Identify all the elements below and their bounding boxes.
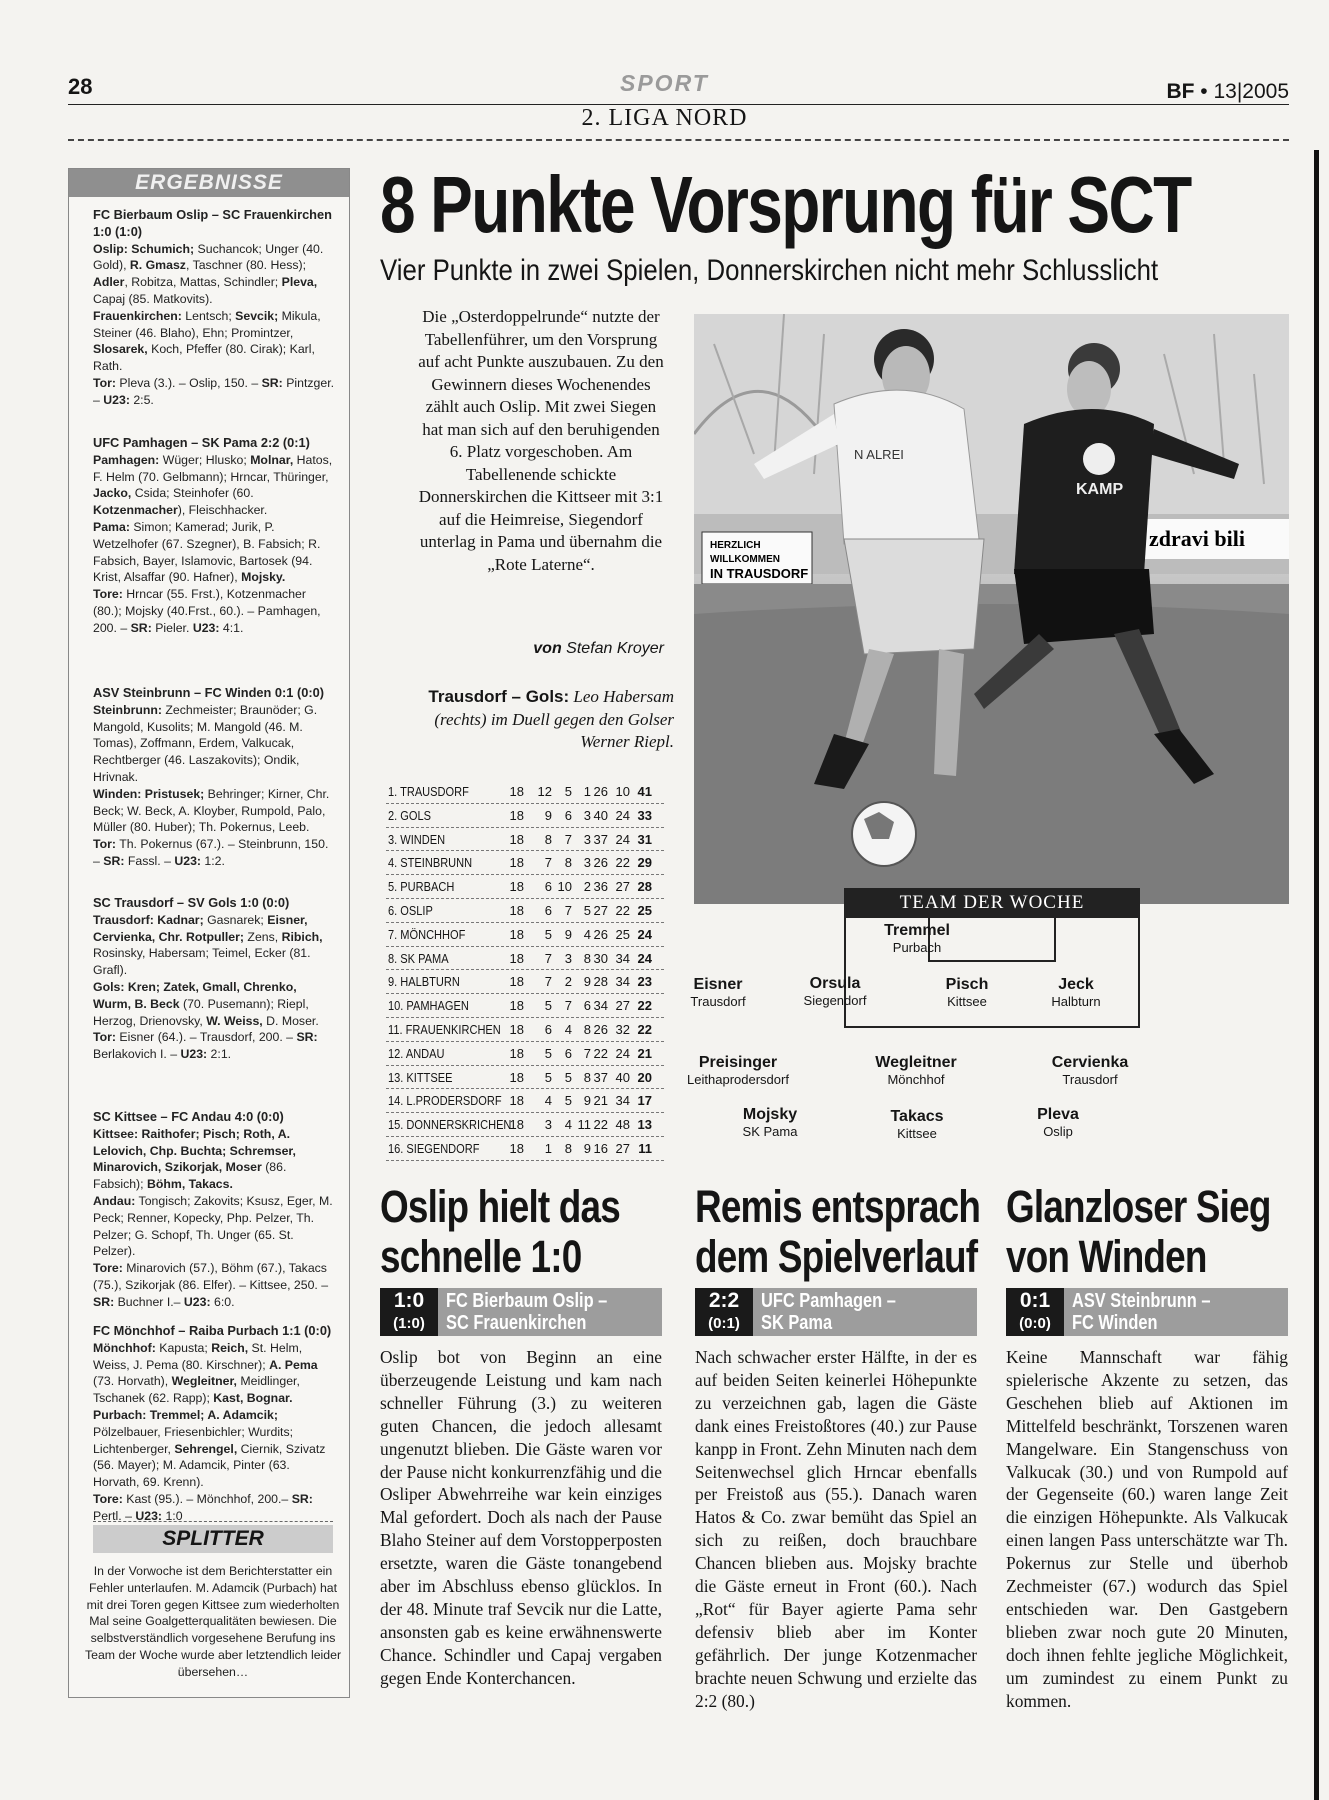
team-name: 13. KITTSEE: [388, 1069, 453, 1085]
match-result: [69, 435, 351, 637]
shirt-left-text: N ALREI: [854, 447, 904, 462]
team-stat: 18: [509, 1021, 524, 1037]
match-result: [69, 207, 351, 409]
team-stat: 18: [509, 1069, 524, 1085]
shirt-right-text: KAMP: [1076, 481, 1124, 498]
results-title: ERGEBNISSE: [69, 169, 349, 197]
team-stat: 9: [583, 974, 591, 990]
team-stat: 37: [593, 831, 608, 847]
team-stat: 6: [564, 807, 572, 823]
team-name: 8. SK PAMA: [388, 950, 449, 966]
standings-row: [386, 851, 664, 875]
team-stat: 12: [537, 784, 552, 799]
halftime-score: (0:0): [1019, 1315, 1051, 1332]
sign-left-text-2: WILLKOMMEN: [710, 554, 780, 565]
match-result: [69, 895, 351, 1063]
match-result: [69, 1109, 351, 1311]
report-body: Keine Mannschaft war fähig spielerische Akzente zu setzen, das Geschehen blieb auf Aktionen im Mittelfeld beschränkt, Torszenen waren Mangelware. Ein Stangenschuss von Valkucak (30.) und von Rumpold auf der Gegenseite (60.) waren lange Zeit die einzigen Höhepunkte. Als Valkucak einen langen Pass unterschätzte war Th. Pokernus zur Stelle und überhob Zechmeister (67.) wodurch das Spiel entschieden war. Den Gastgebern blieben zwar noch gute 20 Minuten, doch ihnen fehlte jegliche Möglichkeit, um zumindest zu einem Punkt zu kommen.: [1006, 1347, 1288, 1711]
team-points: 33: [637, 807, 652, 823]
team-points: 24: [637, 950, 652, 966]
team-of-week-player: [1015, 1054, 1165, 1087]
page-edge: [1314, 150, 1319, 1800]
team-points: 17: [637, 1093, 652, 1109]
score-box: [695, 1288, 753, 1336]
team-name: 4. STEINBRUNN: [388, 855, 473, 871]
team-stat: 7: [564, 902, 572, 918]
team-stat: 1: [583, 784, 591, 799]
match-title: SC Kittsee – FC Andau 4:0 (0:0): [93, 1109, 284, 1124]
match-lineup-line: Kittsee: Raithofer; Pisch; Roth, A. Lelovich, Chp. Buchta; Schremser, Minarovich, Szikorjak, Moser (86. Fabsich); Böhm, Takacs.: [93, 1126, 296, 1192]
team-stat: 18: [509, 950, 524, 966]
team-stat: 18: [509, 831, 524, 847]
team-stat: 25: [615, 926, 630, 942]
team-points: 11: [638, 1140, 652, 1156]
team-stat: 18: [509, 855, 524, 871]
team-name: 11. FRAUENKIRCHEN: [388, 1021, 501, 1037]
standings-row: [386, 947, 664, 971]
team-stat: 26: [593, 926, 608, 942]
team-stat: 9: [583, 1140, 591, 1156]
team-stat: 22: [593, 1117, 608, 1133]
team-stat: 27: [615, 998, 630, 1014]
final-score: 0:1: [1019, 1289, 1051, 1312]
team-points: 41: [637, 784, 652, 799]
player-name: Takacs: [890, 1108, 944, 1125]
team-stat: 18: [509, 784, 524, 799]
match-photo-illustration: [694, 314, 1289, 904]
article-intro: Die „Osterdoppelrunde“ nutzte der Tabellenführer, um den Vorsprung auf acht Punkte auszubauen. Zu den Gewinnern dieses Wochenendes zählt auch Oslip. Mit zwei Siegen hat man sich auf den beruhigenden 6. Platz vorgeschoben. Am Tabellenende schickte Donnerskirchen die Kittseer mit 3:1 auf die Heimreise, Siegendorf unterlag in Pama und übernahm die „Rote Laterne“.: [418, 307, 664, 574]
team-stat: 6: [564, 1045, 572, 1061]
team-stat: 7: [564, 831, 572, 847]
team-stat: 5: [544, 1045, 552, 1061]
team-stat: 30: [593, 950, 608, 966]
team-stat: 7: [564, 998, 572, 1014]
team-stat: 18: [509, 974, 524, 990]
team-stat: 9: [583, 1093, 591, 1109]
match-lineup-line: Tor: Pleva (3.). – Oslip, 150. – SR: Pintzger. – U23: 2:5.: [93, 375, 335, 407]
team-stat: 36: [593, 879, 608, 895]
report-body: Nach schwacher erster Hälfte, in der es auf beiden Seiten keinerlei Höhepunkte zu verzeichnen gab, lagen die Gäste dank eines Freistoßtores (40.) zur Pause kanpp in Front. Zehn Minuten nach dem Seitenwechsel glich Hrncar ebenfalls per Freistoß aus (55.). Danach waren Hatos & Co. zwar bemüht das Spiel an sich zu reißen, doch brauchbare Chancen blieben aus. Mojsky brachte die Gäste erneut in Front (60.). Nach „Rot“ für Bayer agierte Pama sehr defensiv blieb aber im Konter gefährlich. Der junge Kotzenmacher brachte neuen Schwung und erzielte das 2:2 (80.): [695, 1347, 977, 1711]
player-club: Kittsee: [897, 1126, 937, 1141]
report-headline-line: von Winden: [1006, 1231, 1207, 1282]
team-stat: 32: [615, 1021, 630, 1037]
team-stat: 5: [544, 1069, 552, 1085]
team-stat: 18: [509, 998, 524, 1014]
player-name: Pisch: [945, 976, 989, 993]
team-points: 13: [637, 1117, 652, 1133]
match-lineup-line: Steinbrunn: Zechmeister; Braunöder; G. Mangold, Kusolits; M. Mangold (46. M. Tomas), Zoffmann, Erdem, Valkucak, Rechtberger (46. Laszakovits); Ondik, Hrivnak.: [93, 702, 318, 784]
player-name: Mojsky: [742, 1106, 798, 1123]
team-stat: 3: [583, 831, 591, 847]
match-lineup-line: Frauenkirchen: Lentsch; Sevcik; Mikula, Steiner (46. Blaho), Ehn; Promintzer, Slosarek, Koch, Pfeffer (80. Cirak); Karl, Rath.: [93, 308, 321, 374]
team-stat: 40: [615, 1069, 630, 1085]
team-stat: 22: [615, 902, 630, 918]
sign-left-text: HERZLICH: [710, 540, 761, 551]
team-points: 23: [637, 974, 652, 990]
player-club: SK Pama: [742, 1124, 798, 1139]
team-points: 21: [637, 1045, 652, 1061]
player-club: Trausdorf: [690, 994, 746, 1009]
team-stat: 18: [509, 1045, 524, 1061]
team-stat: 8: [583, 1069, 591, 1085]
halftime-score: (0:1): [708, 1315, 740, 1332]
team-stat: 24: [615, 1045, 630, 1061]
match-title: UFC Pamhagen – SK Pama 2:2 (0:1): [93, 435, 310, 450]
player-club: Halbturn: [1051, 994, 1101, 1009]
team-stat: 40: [593, 807, 608, 823]
team-points: 22: [637, 998, 652, 1014]
match-photo: [694, 314, 1289, 904]
byline-prefix: von: [533, 640, 562, 657]
team-name: 9. HALBTURN: [388, 974, 460, 990]
team-of-week-player: [842, 922, 992, 955]
match-title: FC Mönchhof – Raiba Purbach 1:1 (0:0): [93, 1323, 332, 1338]
team-name: 1. TRAUSDORF: [388, 784, 469, 799]
team-stat: 5: [564, 1069, 572, 1085]
team-stat: 34: [615, 1093, 630, 1109]
team-stat: 8: [583, 950, 591, 966]
team-of-week-player: [842, 1108, 992, 1141]
caption-text: Leo Habersam (rechts) im Duell gegen den Golser Werner Riepl.: [434, 687, 674, 751]
caption-title: Trausdorf – Gols:: [428, 687, 570, 706]
team-stat: 18: [509, 1117, 524, 1133]
player-club: Mönchhof: [887, 1072, 945, 1087]
standings-row: [386, 804, 664, 828]
team-name: 14. L.PRODERSDORF: [388, 1093, 502, 1109]
issue-number: 13|2005: [1213, 80, 1289, 103]
standings-row: [386, 1089, 664, 1113]
standings-row: [386, 1066, 664, 1090]
match-teams: [761, 1290, 896, 1334]
photo-caption: [418, 686, 674, 754]
standings-row: [386, 780, 664, 804]
standings-row: [386, 994, 664, 1018]
team-of-week-player: [663, 1054, 813, 1087]
standings-row: [386, 828, 664, 852]
team-stat: 4: [583, 926, 591, 942]
player-name: Cervienka: [1051, 1054, 1129, 1071]
match-lineup-line: Pamhagen: Wüger; Hlusko; Molnar, Hatos, F. Helm (70. Gelbmann); Hrncar, Thüringer, Jacko, Csida; Steinhofer (60. Kotzenmacher), Fleischhacker.: [93, 452, 333, 518]
team-stat: 4: [544, 1093, 552, 1109]
team-stat: 4: [564, 1117, 572, 1133]
team-stat: 8: [564, 855, 572, 871]
sign-left-text-3: IN TRAUSDORF: [710, 566, 809, 581]
team-points: 28: [637, 879, 652, 895]
team-points: 25: [637, 902, 652, 918]
team-stat: 8: [564, 1140, 572, 1156]
report-headline-line: Remis entsprach: [695, 1181, 981, 1232]
match-title: SC Trausdorf – SV Gols 1:0 (0:0): [93, 895, 290, 910]
match-title: ASV Steinbrunn – FC Winden 0:1 (0:0): [93, 685, 324, 700]
team-stat: 8: [583, 1021, 591, 1037]
team-of-week-title: TEAM DER WOCHE: [844, 888, 1140, 918]
standings-row: [386, 1113, 664, 1137]
team-stat: 8: [544, 831, 552, 847]
team-stat: 7: [544, 855, 552, 871]
byline: [418, 640, 664, 658]
team-name: 15. DONNERSKRICHEN: [388, 1117, 512, 1133]
sign-right-text: zdravi bili: [1149, 526, 1245, 551]
player-name: Eisner: [693, 976, 743, 993]
standings-row: [386, 1018, 664, 1042]
match-lineup-line: Pama: Simon; Kamerad; Jurik, P. Wetzelhofer (67. Szegner), B. Fabsich; R. Fabsich, Bayer, Islamovic, Bartosek (94. Krist, Alsaffar (90. Hafner), Mojsky.: [93, 519, 321, 585]
team-name: 6. OSLIP: [388, 902, 433, 918]
team-stat: 27: [593, 902, 608, 918]
player-club: Oslip: [1043, 1124, 1073, 1139]
player-club: Leithaprodersdorf: [687, 1072, 789, 1087]
splitter-text: In der Vorwoche ist dem Berichterstatter ein Fehler unterlaufen. M. Adamcik (Purbach) hat mit drei Toren gegen Kittsee zum wiederholten Mal seine Goalgetterqualitäten bewiesen. Die selbstverständlich vorgesehene Berufung ins Team der Woche wurde aber letztendlich leider übersehen…: [84, 1564, 342, 1679]
score-box: [380, 1288, 438, 1336]
team-points: 20: [637, 1069, 652, 1085]
team-stat: 1: [544, 1140, 552, 1156]
team-name: 3. WINDEN: [388, 831, 446, 847]
standings-row: [386, 899, 664, 923]
league-title: 2. LIGA NORD: [581, 105, 748, 131]
team-stat: 10: [557, 879, 572, 895]
team-stat: 48: [615, 1117, 630, 1133]
team-stat: 5: [544, 926, 552, 942]
team-name: 5. PURBACH: [388, 879, 455, 895]
splitter-title: SPLITTER: [93, 1525, 333, 1553]
page-number: 28: [68, 74, 93, 99]
away-team: SC Frauenkirchen: [446, 1312, 587, 1334]
team-name: 2. GOLS: [388, 807, 431, 823]
report-headline-line: Oslip hielt das: [380, 1181, 620, 1232]
match-lineup-line: Oslip: Schumich; Suchancok; Unger (40. Gold), R. Gmasz, Taschner (80. Hess); Adler, Robitza, Mattas, Schindler; Pleva, Capaj (85. Matkovits).: [93, 241, 324, 306]
team-stat: 18: [509, 902, 524, 918]
team-stat: 7: [544, 974, 552, 990]
team-name: 12. ANDAU: [388, 1045, 445, 1061]
team-of-week-player: [760, 975, 910, 1008]
match-teams: [446, 1290, 607, 1334]
player-name: Pleva: [1037, 1106, 1079, 1123]
team-name: 10. PAMHAGEN: [388, 998, 469, 1014]
report-headline-line: dem Spielverlauf: [695, 1231, 978, 1282]
team-stat: 37: [593, 1069, 608, 1085]
team-stat: 6: [583, 998, 591, 1014]
team-stat: 24: [615, 807, 630, 823]
main-headline: 8 Punkte Vorsprung für SCT: [380, 160, 1191, 249]
team-stat: 34: [593, 998, 608, 1014]
home-team: FC Bierbaum Oslip –: [446, 1290, 608, 1312]
team-stat: 26: [593, 855, 608, 871]
team-stat: 16: [593, 1140, 608, 1156]
match-lineup-line: Purbach: Tremmel; A. Adamcik; Pölzelbauer, Friesenbichler; Wurdits; Lichtenberger, Sehrengel, Ciernik, Szivatz (56. Mayer); M. Adamcik, Pinter (63. Horvath, 69. Krenn).: [93, 1407, 326, 1490]
byline-author: Stefan Kroyer: [566, 640, 664, 657]
team-stat: 24: [615, 831, 630, 847]
team-stat: 6: [544, 902, 552, 918]
results-sidebar: [68, 168, 350, 1698]
player-name: Orsula: [809, 975, 861, 992]
standings-row: [386, 923, 664, 947]
team-stat: 18: [509, 879, 524, 895]
match-lineup-line: Winden: Pristusek; Behringer; Kirner, Chr. Beck; W. Beck, A. Kloyber, Rumpold, Palo, Müller (80. Huber); Th. Pokernus, Leeb.: [93, 786, 330, 835]
team-stat: 22: [593, 1045, 608, 1061]
team-stat: 18: [509, 926, 524, 942]
team-stat: 5: [544, 998, 552, 1014]
match-result: [69, 1323, 351, 1525]
publication-info: BF • 13|2005: [1166, 80, 1289, 103]
match-result: [69, 685, 351, 870]
team-stat: 11: [577, 1117, 591, 1133]
team-stat: 6: [544, 879, 552, 895]
team-stat: 21: [593, 1093, 608, 1109]
match-lineup-line: Tore: Minarovich (57.), Böhm (67.), Takacs (75.), Szikorjak (86. Elfer). – Kittsee, 250. – SR: Buchner I.– U23: 6:0.: [93, 1261, 329, 1309]
team-stat: 26: [593, 1021, 608, 1037]
team-stat: 3: [564, 950, 572, 966]
away-team: FC Winden: [1072, 1312, 1158, 1334]
player-name: Jeck: [1058, 976, 1094, 993]
team-name: 7. MÖNCHHOF: [388, 926, 466, 942]
team-stat: 18: [509, 1093, 524, 1109]
standings-row: [386, 875, 664, 899]
match-lineup-line: Mönchhof: Kapusta; Reich, St. Helm, Weiss, J. Pema (80. Kirschner); A. Pema (73. Horvath), Wegleitner, Meidlinger, Tschanek (62. Rapp); Kast, Bognar.: [93, 1340, 318, 1406]
match-teams: [1072, 1290, 1211, 1334]
team-stat: 10: [615, 784, 630, 799]
player-name: Wegleitner: [875, 1054, 957, 1071]
match-lineup-line: Tore: Kast (95.). – Mönchhof, 200.– SR: Pertl. – U23: 1:0: [93, 1491, 313, 1523]
standings-row: [386, 970, 664, 994]
match-lineup-line: Trausdorf: Kadnar; Gasnarek; Eisner, Cervienka, Chr. Rotpuller; Zens, Ribich, Rosinsky, Habersam; Teimel, Ecker (81. Grafl).: [93, 912, 323, 978]
team-stat: 18: [509, 807, 524, 823]
team-stat: 9: [564, 926, 572, 942]
team-of-week-player: [695, 1106, 845, 1139]
standings-row: [386, 1137, 664, 1161]
team-stat: 6: [544, 1021, 552, 1037]
team-stat: 34: [615, 974, 630, 990]
report-headline: [695, 1182, 980, 1282]
home-team: ASV Steinbrunn –: [1072, 1290, 1211, 1312]
main-subheadline: Vier Punkte in zwei Spielen, Donnerskirchen nicht mehr Schlusslicht: [380, 254, 1159, 287]
team-points: 29: [637, 855, 652, 871]
final-score: 2:2: [708, 1289, 740, 1312]
match-title: FC Bierbaum Oslip – SC Frauenkirchen 1:0 (1:0): [93, 207, 332, 239]
team-stat: 7: [544, 950, 552, 966]
team-stat: 27: [615, 879, 630, 895]
team-stat: 22: [615, 855, 630, 871]
team-stat: 34: [615, 950, 630, 966]
score-bar: [1006, 1288, 1288, 1336]
team-stat: 5: [583, 902, 591, 918]
report-headline-line: schnelle 1:0: [380, 1231, 582, 1282]
team-of-week-player: [1001, 976, 1151, 1009]
player-name: Preisinger: [698, 1054, 778, 1071]
standings-row: [386, 1042, 664, 1066]
team-stat: 5: [564, 1093, 572, 1109]
player-club: Siegendorf: [803, 993, 867, 1008]
team-stat: 5: [564, 784, 572, 799]
team-stat: 3: [544, 1117, 552, 1133]
score-bar: [695, 1288, 977, 1336]
match-lineup-line: Andau: Tongisch; Zakovits; Ksusz, Eger, M. Peck; Renner, Kopecky, Php. Pelzer, Th. Pelzer; G. Schopf, Th. Unger (65. St. Pelzer).: [93, 1193, 333, 1259]
team-points: 24: [637, 926, 652, 942]
header-dashed-rule: [68, 139, 1289, 141]
section-title: SPORT: [620, 70, 709, 96]
splitter-divider: [93, 1521, 333, 1522]
team-stat: 3: [583, 855, 591, 871]
home-team: UFC Pamhagen –: [761, 1290, 896, 1312]
publication-name: BF: [1166, 80, 1195, 103]
team-stat: 26: [593, 784, 608, 799]
standings-table: [386, 780, 664, 1161]
player-club: Trausdorf: [1062, 1072, 1118, 1087]
away-team: SK Pama: [761, 1312, 833, 1334]
score-box: [1006, 1288, 1064, 1336]
team-points: 31: [637, 831, 652, 847]
team-name: 16. SIEGENDORF: [388, 1140, 480, 1156]
report-body: Oslip bot von Beginn an eine überzeugende Leistung und kam nach schneller Führung (3.) zu weiteren guten Chancen, die jedoch allesamt ungenutzt blieben. Die Gäste waren vor der Pause nicht konkurrenzfähig und die Osliper Abwehrreihe war kein einziges Mal gefordert. Doch als nach der Pause Blaho Steiner auf dem Vorstopperposten ersetzte, waren die Gäste tonangebend aber im Abschluss ebenso glücklos. In der 48. Minute traf Sevcik nur die Latte, ansonsten gab es keine erwähnenswerte Chance. Schindler und Capaj vergaben gegen Ende Konterchancen.: [380, 1347, 662, 1688]
player-name: Tremmel: [884, 922, 950, 939]
team-stat: 2: [564, 974, 572, 990]
match-lineup-line: Gols: Kren; Zatek, Gmall, Chrenko, Wurm, B. Beck (70. Pusemann); Riepl, Herzog, Drienovsky, W. Weiss, D. Moser.: [93, 979, 319, 1028]
team-stat: 7: [583, 1045, 591, 1061]
player-club: Purbach: [892, 940, 942, 955]
player-club: Kittsee: [947, 994, 987, 1009]
match-lineup-line: Tor: Eisner (64.). – Trausdorf, 200. – SR: Berlakovich I. – U23: 2:1.: [93, 1030, 318, 1062]
report-headline: [1006, 1182, 1271, 1282]
match-lineup-line: Tor: Th. Pokernus (67.). – Steinbrunn, 150. – SR: Fassl. – U23: 1:2.: [93, 837, 329, 868]
team-stat: 2: [583, 879, 591, 895]
halftime-score: (1:0): [393, 1315, 425, 1332]
report-headline-line: Glanzloser Sieg: [1006, 1181, 1271, 1232]
team-stat: 9: [544, 807, 552, 823]
team-stat: 27: [615, 1140, 630, 1156]
team-stat: 18: [509, 1140, 524, 1156]
report-headline: [380, 1182, 620, 1282]
team-of-week-player: [983, 1106, 1133, 1139]
final-score: 1:0: [393, 1289, 425, 1312]
score-bar: [380, 1288, 662, 1336]
team-points: 22: [637, 1021, 652, 1037]
team-of-week-player: [841, 1054, 991, 1087]
team-stat: 28: [593, 974, 608, 990]
team-stat: 3: [583, 807, 591, 823]
match-lineup-line: Tore: Hrncar (55. Frst.), Kotzenmacher (80.); Mojsky (40.Frst., 60.). – Pamhagen, 200. – SR: Pieler. U23: 4:1.: [93, 587, 321, 635]
team-stat: 4: [564, 1021, 572, 1037]
